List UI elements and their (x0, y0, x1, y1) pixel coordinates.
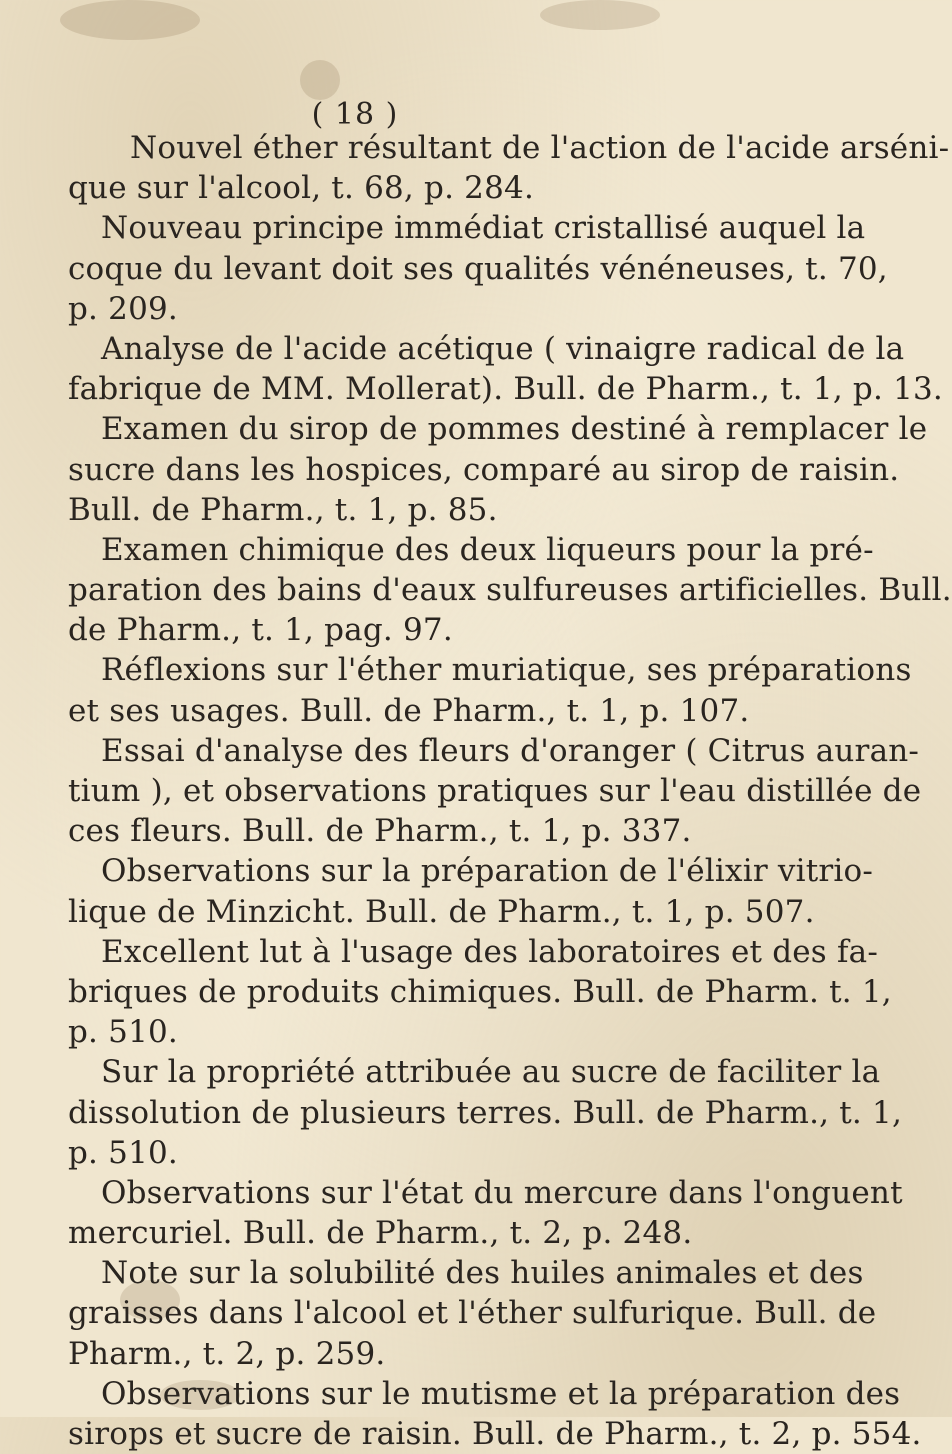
entry (68, 409, 928, 530)
entry-line: Observations sur l'état du mercure dans l'onguent (101, 1174, 903, 1211)
entry-line: graisses dans l'alcool et l'éther sulfurique. Bull. de (68, 1295, 877, 1332)
entry-line: et ses usages. Bull. de Pharm., t. 1, p. 107. (68, 692, 750, 729)
entry-line: Examen chimique des deux liqueurs pour la pré- (101, 531, 874, 568)
entry-line: de Pharm., t. 1, pag. 97. (68, 612, 453, 649)
entry (68, 731, 922, 852)
entry-line: fabrique de MM. Mollerat). Bull. de Pharm., t. 1, p. 13. (68, 371, 943, 408)
entry-line: sucre dans les hospices, comparé au sirop de raisin. (68, 451, 900, 488)
entry (68, 650, 912, 730)
entry (68, 208, 888, 329)
entry-line: Nouvel éther résultant de l'action de l'acide arséni- (130, 130, 950, 166)
entry (68, 932, 892, 1053)
entry-line: Essai d'analyse des fleurs d'oranger ( Citrus auran- (101, 732, 920, 769)
entry-line: Excellent lut à l'usage des laboratoires et des fa- (101, 933, 878, 970)
page-number (0, 97, 800, 132)
entry (68, 1374, 922, 1454)
entry (68, 851, 874, 931)
paper-stain (60, 0, 200, 40)
entry-line: Observations sur la préparation de l'élixir vitrio- (101, 853, 874, 890)
entry-line: tium ), et observations pratiques sur l'eau distillée de (68, 773, 922, 809)
entry-line: que sur l'alcool, t. 68, p. 284. (68, 170, 534, 207)
entry (68, 1173, 903, 1253)
entry-line: Nouveau principe immédiat cristallisé auquel la (101, 210, 866, 247)
entry-line: Note sur la solubilité des huiles animales et des (101, 1255, 864, 1292)
entry-line: paration des bains d'eaux sulfureuses artificielles. Bull. (68, 572, 952, 609)
entry (68, 1052, 903, 1173)
paper-stain (540, 0, 660, 30)
entry-line: sirops et sucre de raisin. Bull. de Pharm., t. 2, p. 554. (68, 1416, 922, 1452)
entry-line: Pharm., t. 2, p. 259. (68, 1335, 386, 1372)
entry-line: Analyse de l'acide acétique ( vinaigre radical de la (101, 330, 905, 367)
entry-line: dissolution de plusieurs terres. Bull. de Pharm., t. 1, (68, 1094, 903, 1131)
page-number-text: ( 18 ) (311, 97, 399, 132)
entry-line: briques de produits chimiques. Bull. de Pharm. t. 1, (68, 973, 892, 1010)
entry (68, 530, 952, 651)
entry-line: mercuriel. Bull. de Pharm., t. 2, p. 248. (68, 1215, 693, 1252)
entry-line: ces fleurs. Bull. de Pharm., t. 1, p. 337. (68, 813, 692, 850)
document-body (68, 128, 952, 1454)
entry (68, 329, 943, 409)
entry-line: Examen du sirop de pommes destiné à remplacer le (101, 411, 928, 448)
entry (68, 1253, 877, 1374)
entry-line: p. 209. (68, 290, 178, 327)
entry-line: Sur la propriété attribuée au sucre de faciliter la (101, 1054, 881, 1091)
paper-stain (300, 60, 340, 100)
entry (68, 128, 950, 208)
entry-line: p. 510. (68, 1134, 178, 1171)
entry-line: Bull. de Pharm., t. 1, p. 85. (68, 491, 498, 528)
entry-line: coque du levant doit ses qualités vénéneuses, t. 70, (68, 250, 888, 287)
entry-line: Réflexions sur l'éther muriatique, ses préparations (101, 652, 912, 689)
entry-line: lique de Minzicht. Bull. de Pharm., t. 1, p. 507. (68, 893, 815, 930)
entry-line: p. 510. (68, 1014, 178, 1051)
entry-line: Observations sur le mutisme et la préparation des (101, 1375, 901, 1412)
